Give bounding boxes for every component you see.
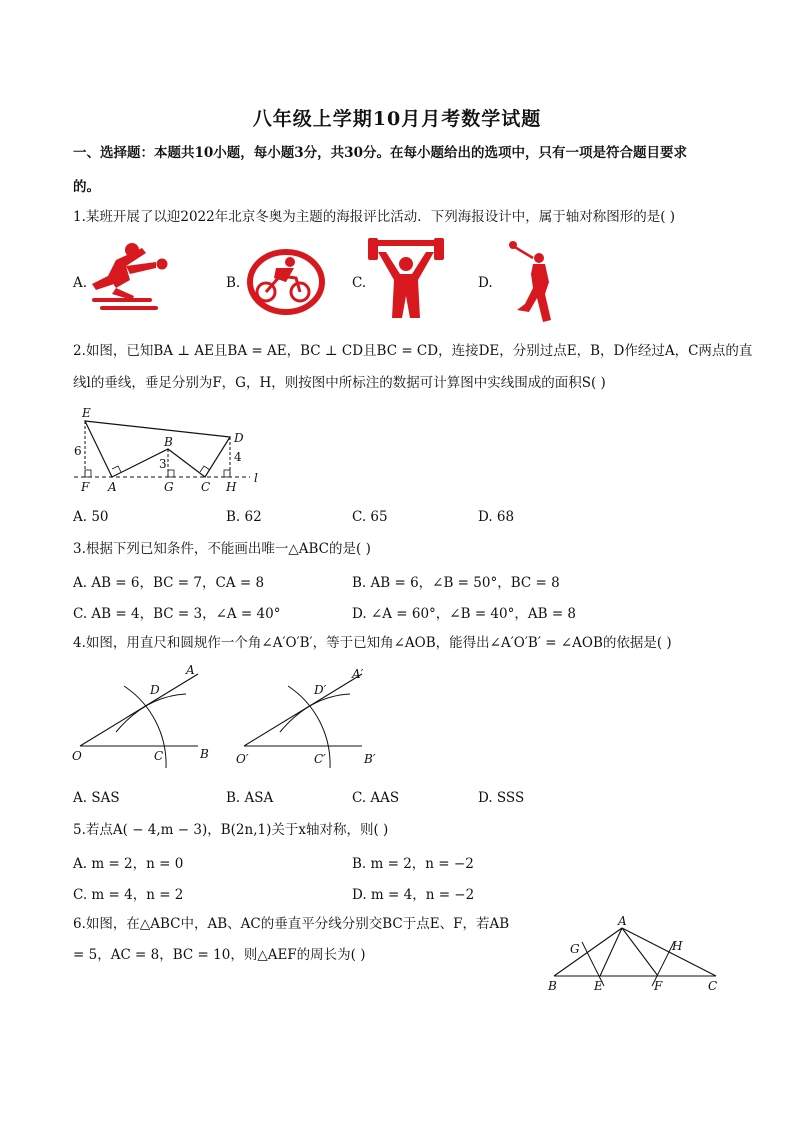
q4-fig2-label-d: D′	[314, 683, 327, 697]
page-title: 八年级上学期10月月考数学试题	[252, 108, 542, 130]
volleyball-athlete-icon	[86, 240, 170, 312]
q4-fig1-label-c: C	[154, 749, 164, 763]
question-6-line1: 6.如图，在△ABC中，AB、AC的垂直平分线分别交BC于点E、F，若AB	[73, 916, 510, 932]
q4-fig1-label-o: O	[72, 749, 82, 763]
q5-option-a: A. m = 2，n = 0	[73, 856, 184, 872]
q6-label-f: F	[654, 979, 663, 993]
q2-label-h: H	[226, 480, 237, 494]
question-5-text: 5.若点A( − 4,m − 3)，B(2n,1)关于x轴对称，则( )	[73, 822, 389, 838]
q3-option-c: C. AB = 4，BC = 3，∠A = 40°	[73, 606, 281, 622]
q4-figure-2	[230, 660, 390, 778]
q2-option-c: C. 65	[352, 509, 388, 525]
section-heading-line2: 的。	[73, 179, 100, 195]
q4-fig2-label-o: O′	[236, 752, 249, 766]
section-heading-line1: 一、选择题：本题共10小题，每小题3分，共30分。在每小题给出的选项中，只有一项是符合题目要求	[73, 145, 687, 161]
q2-option-a: A. 50	[73, 509, 109, 525]
q4-option-d: D. SSS	[478, 790, 525, 806]
q2-label-e: E	[82, 406, 91, 420]
q4-option-a: A. SAS	[73, 790, 120, 806]
q4-fig2-label-c: C′	[314, 752, 326, 766]
q6-label-g: G	[570, 942, 580, 956]
q3-option-a: A. AB = 6，BC = 7，CA = 8	[73, 575, 265, 591]
question-1-text: 1.某班开展了以迎2022年北京冬奥为主题的海报评比活动．下列海报设计中，属于轴对称图形的是( )	[73, 209, 676, 225]
q6-label-a: A	[618, 914, 627, 928]
q2-label-f: F	[81, 480, 90, 494]
q1-option-a: A.	[73, 275, 88, 291]
q1-option-b: B.	[226, 275, 241, 291]
q4-fig1-label-b: B	[200, 747, 209, 761]
q6-label-e: E	[594, 979, 603, 993]
q4-figure-1	[66, 660, 226, 778]
q2-label-3: 3	[159, 457, 167, 471]
q1-option-d: D.	[478, 275, 493, 291]
q2-option-d: D. 68	[478, 509, 515, 525]
q5-option-d: D. m = 4，n = −2	[352, 887, 475, 903]
q2-label-d: D	[234, 431, 244, 445]
q3-option-d: D. ∠A = 60°，∠B = 40°，AB = 8	[352, 606, 577, 622]
q2-label-4: 4	[234, 450, 242, 464]
q5-option-c: C. m = 4，n = 2	[73, 887, 184, 903]
q4-fig2-label-a: A′	[352, 667, 364, 681]
q4-option-b: B. ASA	[226, 790, 274, 806]
question-2-line2: 线l的垂线，垂足分别为F，G，H，则按图中所标注的数据可计算图中实线围成的面积S( )	[73, 375, 606, 391]
q4-fig1-label-a: A	[186, 663, 195, 677]
q2-figure	[68, 403, 278, 498]
q2-label-6: 6	[74, 444, 82, 458]
q2-option-b: B. 62	[226, 509, 262, 525]
q4-fig1-label-d: D	[150, 683, 160, 697]
q2-label-a: A	[108, 480, 117, 494]
q4-option-c: C. AAS	[352, 790, 400, 806]
q6-label-c: C	[708, 979, 718, 993]
q2-label-c: C	[201, 480, 211, 494]
question-4-text: 4.如图，用直尺和圆规作一个角∠A′O′B′，等于已知角∠AOB，能得出∠A′O′B′ = ∠AOB的依据是( )	[73, 635, 672, 651]
q2-label-l: l	[254, 471, 258, 485]
q2-label-b: B	[164, 435, 173, 449]
q5-option-b: B. m = 2，n = −2	[352, 856, 474, 872]
q6-label-h: H	[672, 939, 683, 953]
golfer-icon	[505, 238, 555, 324]
cyclist-icon	[246, 248, 326, 316]
q6-label-b: B	[548, 979, 557, 993]
question-3-text: 3.根据下列已知条件，不能画出唯一△ABC的是( )	[73, 541, 371, 557]
q4-fig2-label-b: B′	[364, 752, 376, 766]
q2-label-g: G	[164, 480, 174, 494]
q6-figure	[540, 914, 730, 998]
question-6-line2: = 5，AC = 8，BC = 10，则△AEF的周长为( )	[73, 947, 366, 963]
weightlifter-icon	[366, 238, 446, 320]
q1-option-c: C.	[352, 275, 367, 291]
question-2-line1: 2.如图，已知BA ⊥ AE且BA = AE，BC ⊥ CD且BC = CD，连接DE，分别过点E，B，D作经过A，C两点的直	[73, 343, 753, 359]
q3-option-b: B. AB = 6，∠B = 50°，BC = 8	[352, 575, 560, 591]
